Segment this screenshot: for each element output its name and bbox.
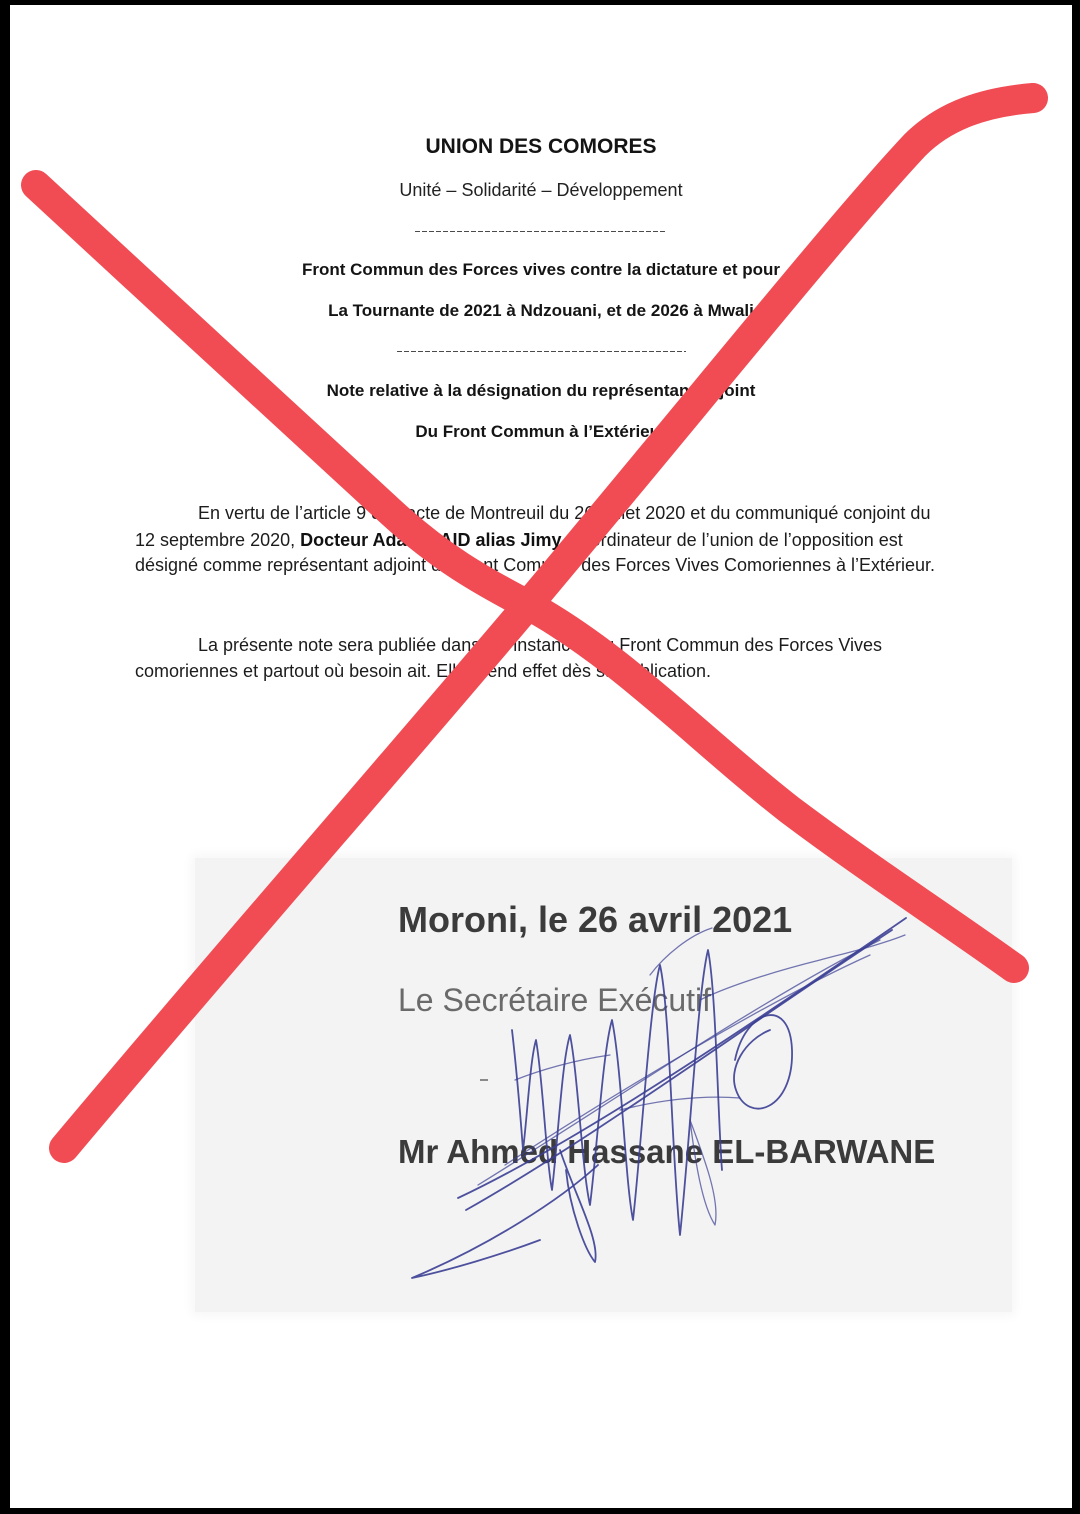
signature-stroke [412, 1165, 598, 1278]
paragraph-2-line-2: comoriennes et partout où besoin ait. Elle prend effet dès sa publication. [135, 661, 712, 681]
paragraph-1-line-3: désigné comme représentant adjoint du Front Commun des Forces Vives Comoriennes à l’Extérieur. [135, 555, 936, 575]
signature-stroke [512, 950, 722, 1235]
divider [415, 231, 665, 232]
signatory-role: Le Secrétaire Exécutif [398, 982, 712, 1018]
signature-stroke [620, 1097, 740, 1110]
movement-title-line-1: Front Commun des Forces vives contre la dictature et pour [302, 260, 780, 279]
paragraph-1-line-2 [135, 528, 903, 552]
place-date: Moroni, le 26 avril 2021 [398, 899, 793, 940]
paragraph-1-line-2-end: , coordinateur de l’union de l’opposition est [561, 530, 903, 550]
divider [397, 351, 686, 352]
signature-stroke [560, 1150, 596, 1262]
national-motto: Unité – Solidarité – Développement [399, 180, 683, 200]
movement-title-line-2: La Tournante de 2021 à Ndzouani, et de 2026 à Mwali [328, 301, 754, 320]
country-title: UNION DES COMORES [425, 135, 657, 158]
paragraph-2-line-1: La présente note sera publiée dans les instances du Front Commun des Forces Vives [198, 635, 883, 655]
signature-stroke [690, 1120, 716, 1225]
paragraph-1-line-1: En vertu de l’article 9 du pacte de Montreuil du 26 juillet 2020 et du communiqué conjoint du [198, 503, 931, 523]
document-page [10, 5, 1072, 1508]
designee-name: Docteur Adam SAID alias Jimy [300, 530, 562, 550]
handwritten-signature [195, 858, 1012, 1312]
note-title-line-1: Note relative à la désignation du représentant adjoint [326, 381, 756, 400]
signature-block [195, 858, 1012, 1312]
paragraph-1-line-2-start: 12 septembre 2020, [135, 530, 301, 550]
signatory-name: Mr Ahmed Hassane EL-BARWANE [398, 1133, 936, 1170]
note-title-line-2: Du Front Commun à l’Extérieur [415, 422, 667, 441]
